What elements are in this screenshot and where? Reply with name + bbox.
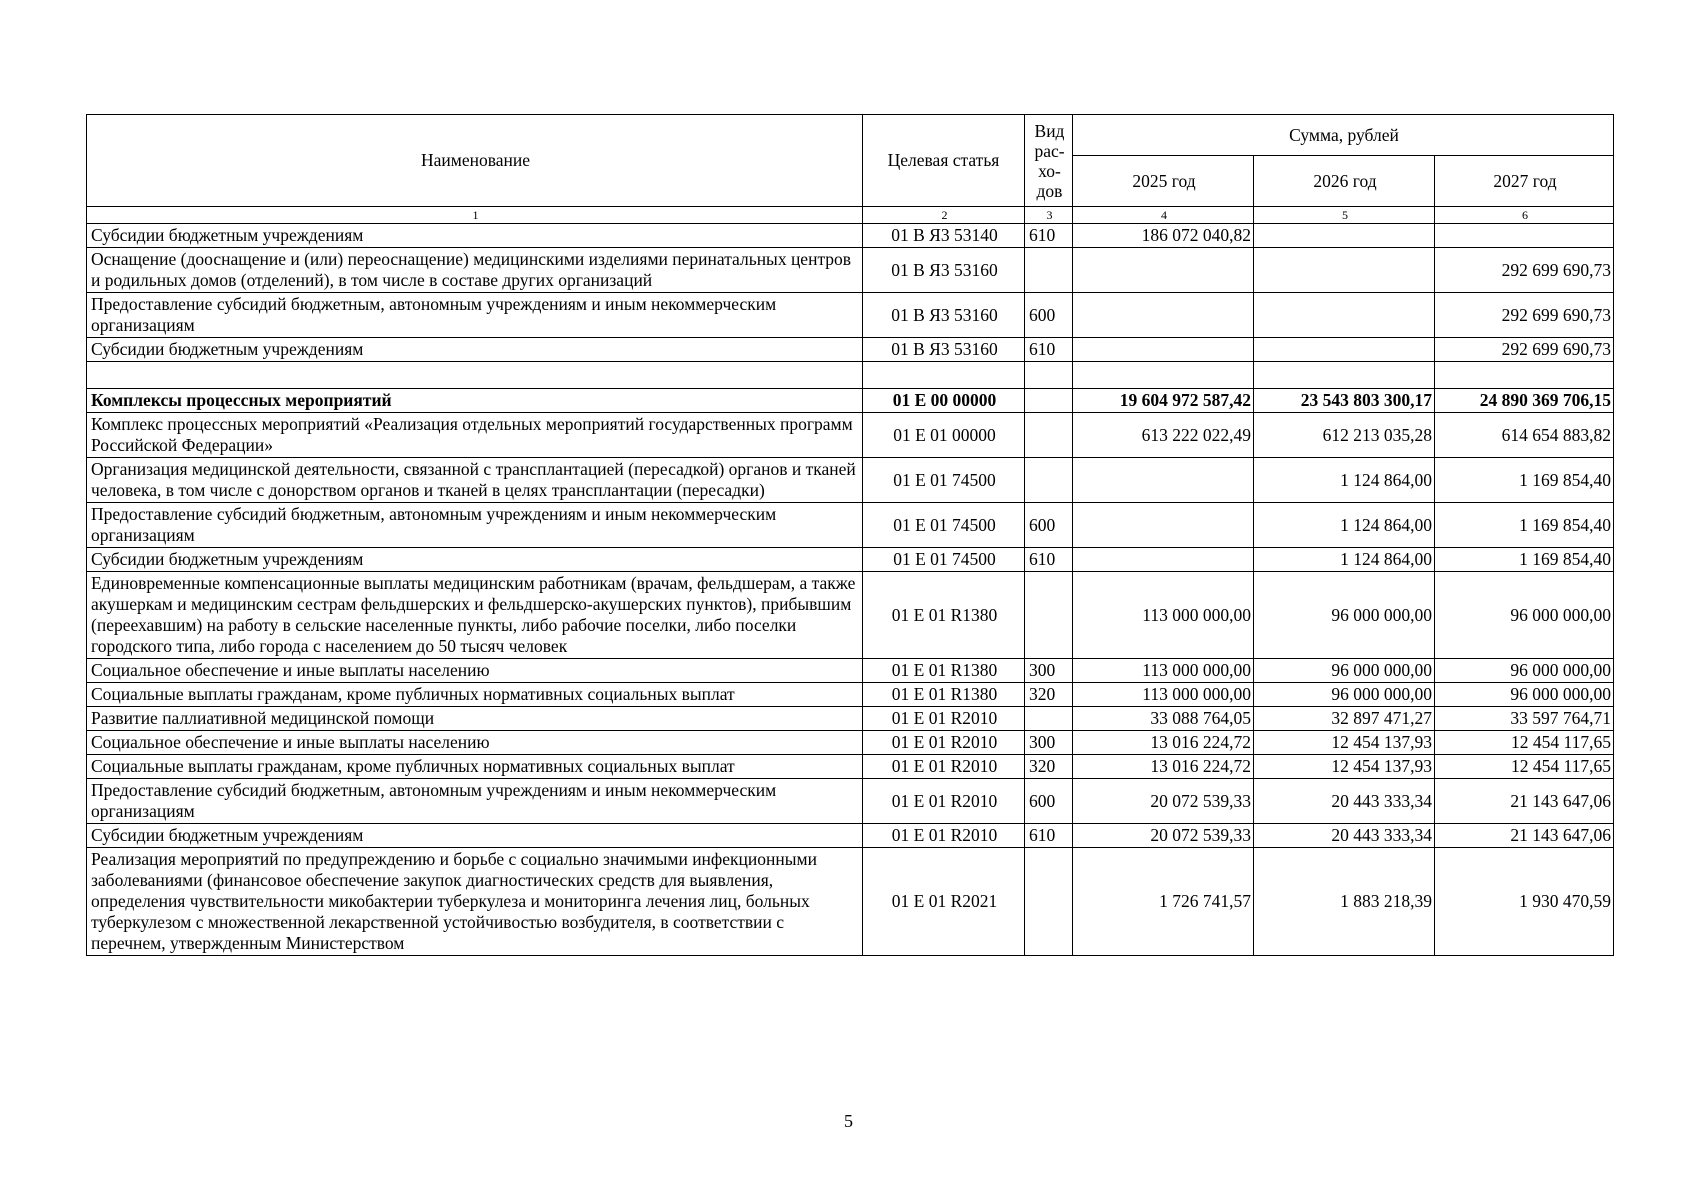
table-row — [87, 224, 1614, 248]
row-amount-2027-cell: 1 169 854,40 — [1435, 503, 1614, 548]
row-target-code-cell: 01 В Я3 53160 — [863, 248, 1025, 293]
row-target-code-cell: 01 В Я3 53160 — [863, 338, 1025, 362]
row-target-code-cell: 01 Е 01 R1380 — [863, 572, 1025, 659]
row-amount-2026-cell: 96 000 000,00 — [1254, 659, 1435, 683]
row-amount-2026-cell: 1 124 864,00 — [1254, 503, 1435, 548]
column-number: 5 — [1254, 207, 1435, 224]
row-amount-2027-cell: 21 143 647,06 — [1435, 779, 1614, 824]
row-amount-2026-cell: 32 897 471,27 — [1254, 707, 1435, 731]
row-amount-2025-cell: 20 072 539,33 — [1073, 779, 1254, 824]
row-expense-type-cell: 300 — [1025, 731, 1073, 755]
row-amount-2026-cell: 96 000 000,00 — [1254, 572, 1435, 659]
row-name-cell: Субсидии бюджетным учреждениям — [87, 824, 863, 848]
row-target-code-cell: 01 Е 01 R2010 — [863, 707, 1025, 731]
row-amount-2025-cell — [1073, 503, 1254, 548]
row-name-cell: Субсидии бюджетным учреждениям — [87, 548, 863, 572]
row-amount-2025-cell — [1073, 548, 1254, 572]
row-expense-type-cell: 610 — [1025, 338, 1073, 362]
row-amount-2026-cell: 23 543 803 300,17 — [1254, 389, 1435, 413]
row-expense-type-cell: 610 — [1025, 548, 1073, 572]
row-expense-type-cell — [1025, 389, 1073, 413]
row-amount-2026-cell — [1254, 362, 1435, 389]
row-target-code-cell: 01 Е 01 74500 — [863, 458, 1025, 503]
row-name-cell: Реализация мероприятий по предупреждению и борьбе с социально значимыми инфекционными заболеваниями (финансовое обеспечение закупок диагностических средств для выявления, определения чувствительности микобактерии туберкулеза и мониторинга лечения лиц, больных туберкулезом с множественной лекарственной устойчивостью возбудителя, в соответствии с перечнем, утвержденным Министерством — [87, 848, 863, 956]
row-name-cell: Комплекс процессных мероприятий «Реализация отдельных мероприятий государственных программ Российской Федерации» — [87, 413, 863, 458]
row-expense-type-cell — [1025, 848, 1073, 956]
row-expense-type-cell: 600 — [1025, 779, 1073, 824]
row-amount-2026-cell — [1254, 338, 1435, 362]
row-amount-2027-cell — [1435, 224, 1614, 248]
row-amount-2025-cell — [1073, 458, 1254, 503]
row-expense-type-cell: 320 — [1025, 683, 1073, 707]
row-target-code-cell: 01 Е 01 R2010 — [863, 779, 1025, 824]
row-amount-2027-cell: 12 454 117,65 — [1435, 755, 1614, 779]
row-amount-2026-cell: 12 454 137,93 — [1254, 755, 1435, 779]
row-amount-2025-cell: 33 088 764,05 — [1073, 707, 1254, 731]
row-amount-2027-cell: 24 890 369 706,15 — [1435, 389, 1614, 413]
row-target-code-cell: 01 Е 01 R2021 — [863, 848, 1025, 956]
table-row — [87, 572, 1614, 659]
table-row — [87, 731, 1614, 755]
table-row — [87, 659, 1614, 683]
row-name-cell: Предоставление субсидий бюджетным, автономным учреждениям и иным некоммерческим организациям — [87, 779, 863, 824]
row-target-code-cell: 01 Е 01 R2010 — [863, 824, 1025, 848]
column-number: 6 — [1435, 207, 1614, 224]
table-row — [87, 248, 1614, 293]
row-name-cell: Предоставление субсидий бюджетным, автономным учреждениям и иным некоммерческим организациям — [87, 503, 863, 548]
budget-table — [86, 114, 1614, 956]
header-year-2027: 2027 год — [1435, 156, 1614, 207]
row-amount-2027-cell: 614 654 883,82 — [1435, 413, 1614, 458]
header-year-2026: 2026 год — [1254, 156, 1435, 207]
row-name-cell: Оснащение (дооснащение и (или) переоснащение) медицинскими изделиями перинатальных центров и родильных домов (отделений), в том числе в составе других организаций — [87, 248, 863, 293]
row-name-cell: Социальные выплаты гражданам, кроме публичных нормативных социальных выплат — [87, 683, 863, 707]
table-row — [87, 755, 1614, 779]
row-expense-type-cell: 610 — [1025, 224, 1073, 248]
row-amount-2026-cell: 1 883 218,39 — [1254, 848, 1435, 956]
table-row — [87, 362, 1614, 389]
row-amount-2026-cell: 20 443 333,34 — [1254, 824, 1435, 848]
row-name-cell: Организация медицинской деятельности, связанной с трансплантацией (пересадкой) органов и тканей человека, в том числе с донорством органов и тканей в целях трансплантации (пересадки) — [87, 458, 863, 503]
table-header — [87, 115, 1614, 224]
row-amount-2025-cell — [1073, 293, 1254, 338]
row-name-cell: Развитие паллиативной медицинской помощи — [87, 707, 863, 731]
row-name-cell: Предоставление субсидий бюджетным, автономным учреждениям и иным некоммерческим организациям — [87, 293, 863, 338]
table-row — [87, 389, 1614, 413]
row-expense-type-cell: 600 — [1025, 293, 1073, 338]
column-number: 1 — [87, 207, 863, 224]
row-expense-type-cell: 300 — [1025, 659, 1073, 683]
header-year-2025: 2025 год — [1073, 156, 1254, 207]
header-vid: Вид рас- хо- дов — [1025, 115, 1073, 207]
table-row — [87, 413, 1614, 458]
table-row — [87, 683, 1614, 707]
table-row — [87, 503, 1614, 548]
row-name-cell: Социальные выплаты гражданам, кроме публичных нормативных социальных выплат — [87, 755, 863, 779]
row-amount-2025-cell: 113 000 000,00 — [1073, 572, 1254, 659]
row-name-cell: Социальное обеспечение и иные выплаты населению — [87, 659, 863, 683]
row-target-code-cell: 01 В Я3 53140 — [863, 224, 1025, 248]
row-target-code-cell: 01 Е 01 R1380 — [863, 659, 1025, 683]
row-amount-2025-cell: 13 016 224,72 — [1073, 731, 1254, 755]
table-row — [87, 779, 1614, 824]
row-amount-2027-cell: 96 000 000,00 — [1435, 659, 1614, 683]
header-name: Наименование — [87, 115, 863, 207]
table-row — [87, 458, 1614, 503]
row-amount-2025-cell: 113 000 000,00 — [1073, 683, 1254, 707]
column-number: 3 — [1025, 207, 1073, 224]
row-amount-2027-cell: 33 597 764,71 — [1435, 707, 1614, 731]
row-name-cell: Единовременные компенсационные выплаты медицинским работникам (врачам, фельдшерам, а также акушеркам и медицинским сестрам фельдшерских и фельдшерско-акушерских пунктов), прибывшим (переехавшим) на работу в сельские населенные пункты, либо рабочие поселки, либо поселки городского типа, либо города с населением до 50 тысяч человек — [87, 572, 863, 659]
row-name-cell — [87, 362, 863, 389]
table-row — [87, 338, 1614, 362]
row-amount-2027-cell: 1 930 470,59 — [1435, 848, 1614, 956]
row-expense-type-cell: 320 — [1025, 755, 1073, 779]
table-row — [87, 548, 1614, 572]
row-amount-2026-cell: 1 124 864,00 — [1254, 548, 1435, 572]
row-amount-2027-cell: 292 699 690,73 — [1435, 338, 1614, 362]
row-amount-2026-cell: 1 124 864,00 — [1254, 458, 1435, 503]
row-amount-2027-cell: 21 143 647,06 — [1435, 824, 1614, 848]
column-number: 2 — [863, 207, 1025, 224]
row-target-code-cell: 01 Е 01 R1380 — [863, 683, 1025, 707]
row-amount-2027-cell: 292 699 690,73 — [1435, 293, 1614, 338]
table-row — [87, 848, 1614, 956]
row-amount-2025-cell — [1073, 338, 1254, 362]
row-amount-2025-cell: 13 016 224,72 — [1073, 755, 1254, 779]
table-row — [87, 293, 1614, 338]
row-amount-2026-cell: 612 213 035,28 — [1254, 413, 1435, 458]
row-target-code-cell: 01 Е 01 00000 — [863, 413, 1025, 458]
row-amount-2025-cell — [1073, 248, 1254, 293]
row-expense-type-cell — [1025, 362, 1073, 389]
row-amount-2026-cell — [1254, 224, 1435, 248]
row-amount-2025-cell: 613 222 022,49 — [1073, 413, 1254, 458]
row-expense-type-cell — [1025, 707, 1073, 731]
row-expense-type-cell — [1025, 248, 1073, 293]
row-target-code-cell: 01 Е 01 74500 — [863, 548, 1025, 572]
row-amount-2027-cell: 12 454 117,65 — [1435, 731, 1614, 755]
row-target-code-cell — [863, 362, 1025, 389]
row-name-cell: Субсидии бюджетным учреждениям — [87, 338, 863, 362]
row-amount-2026-cell — [1254, 293, 1435, 338]
row-target-code-cell: 01 В Я3 53160 — [863, 293, 1025, 338]
row-amount-2027-cell: 1 169 854,40 — [1435, 548, 1614, 572]
row-name-cell: Субсидии бюджетным учреждениям — [87, 224, 863, 248]
row-amount-2025-cell: 186 072 040,82 — [1073, 224, 1254, 248]
header-sum: Сумма, рублей — [1073, 115, 1614, 156]
row-target-code-cell: 01 Е 01 R2010 — [863, 731, 1025, 755]
row-amount-2027-cell: 96 000 000,00 — [1435, 683, 1614, 707]
page-number: 5 — [844, 1111, 853, 1131]
row-amount-2026-cell — [1254, 248, 1435, 293]
row-amount-2025-cell — [1073, 362, 1254, 389]
row-amount-2026-cell: 96 000 000,00 — [1254, 683, 1435, 707]
row-amount-2027-cell: 292 699 690,73 — [1435, 248, 1614, 293]
column-numbers-row — [87, 207, 1614, 224]
row-name-cell: Социальное обеспечение и иные выплаты населению — [87, 731, 863, 755]
row-amount-2025-cell: 1 726 741,57 — [1073, 848, 1254, 956]
row-target-code-cell: 01 Е 01 R2010 — [863, 755, 1025, 779]
table-row — [87, 707, 1614, 731]
row-amount-2025-cell: 113 000 000,00 — [1073, 659, 1254, 683]
row-amount-2026-cell: 12 454 137,93 — [1254, 731, 1435, 755]
row-amount-2025-cell: 19 604 972 587,42 — [1073, 389, 1254, 413]
header-target: Целевая статья — [863, 115, 1025, 207]
row-expense-type-cell — [1025, 572, 1073, 659]
row-amount-2027-cell: 96 000 000,00 — [1435, 572, 1614, 659]
row-amount-2026-cell: 20 443 333,34 — [1254, 779, 1435, 824]
row-amount-2025-cell: 20 072 539,33 — [1073, 824, 1254, 848]
row-amount-2027-cell: 1 169 854,40 — [1435, 458, 1614, 503]
row-amount-2027-cell — [1435, 362, 1614, 389]
table-body — [87, 224, 1614, 956]
row-expense-type-cell — [1025, 413, 1073, 458]
row-expense-type-cell — [1025, 458, 1073, 503]
row-target-code-cell: 01 Е 00 00000 — [863, 389, 1025, 413]
row-expense-type-cell: 610 — [1025, 824, 1073, 848]
row-expense-type-cell: 600 — [1025, 503, 1073, 548]
row-name-cell: Комплексы процессных мероприятий — [87, 389, 863, 413]
table-row — [87, 824, 1614, 848]
column-number: 4 — [1073, 207, 1254, 224]
row-target-code-cell: 01 Е 01 74500 — [863, 503, 1025, 548]
